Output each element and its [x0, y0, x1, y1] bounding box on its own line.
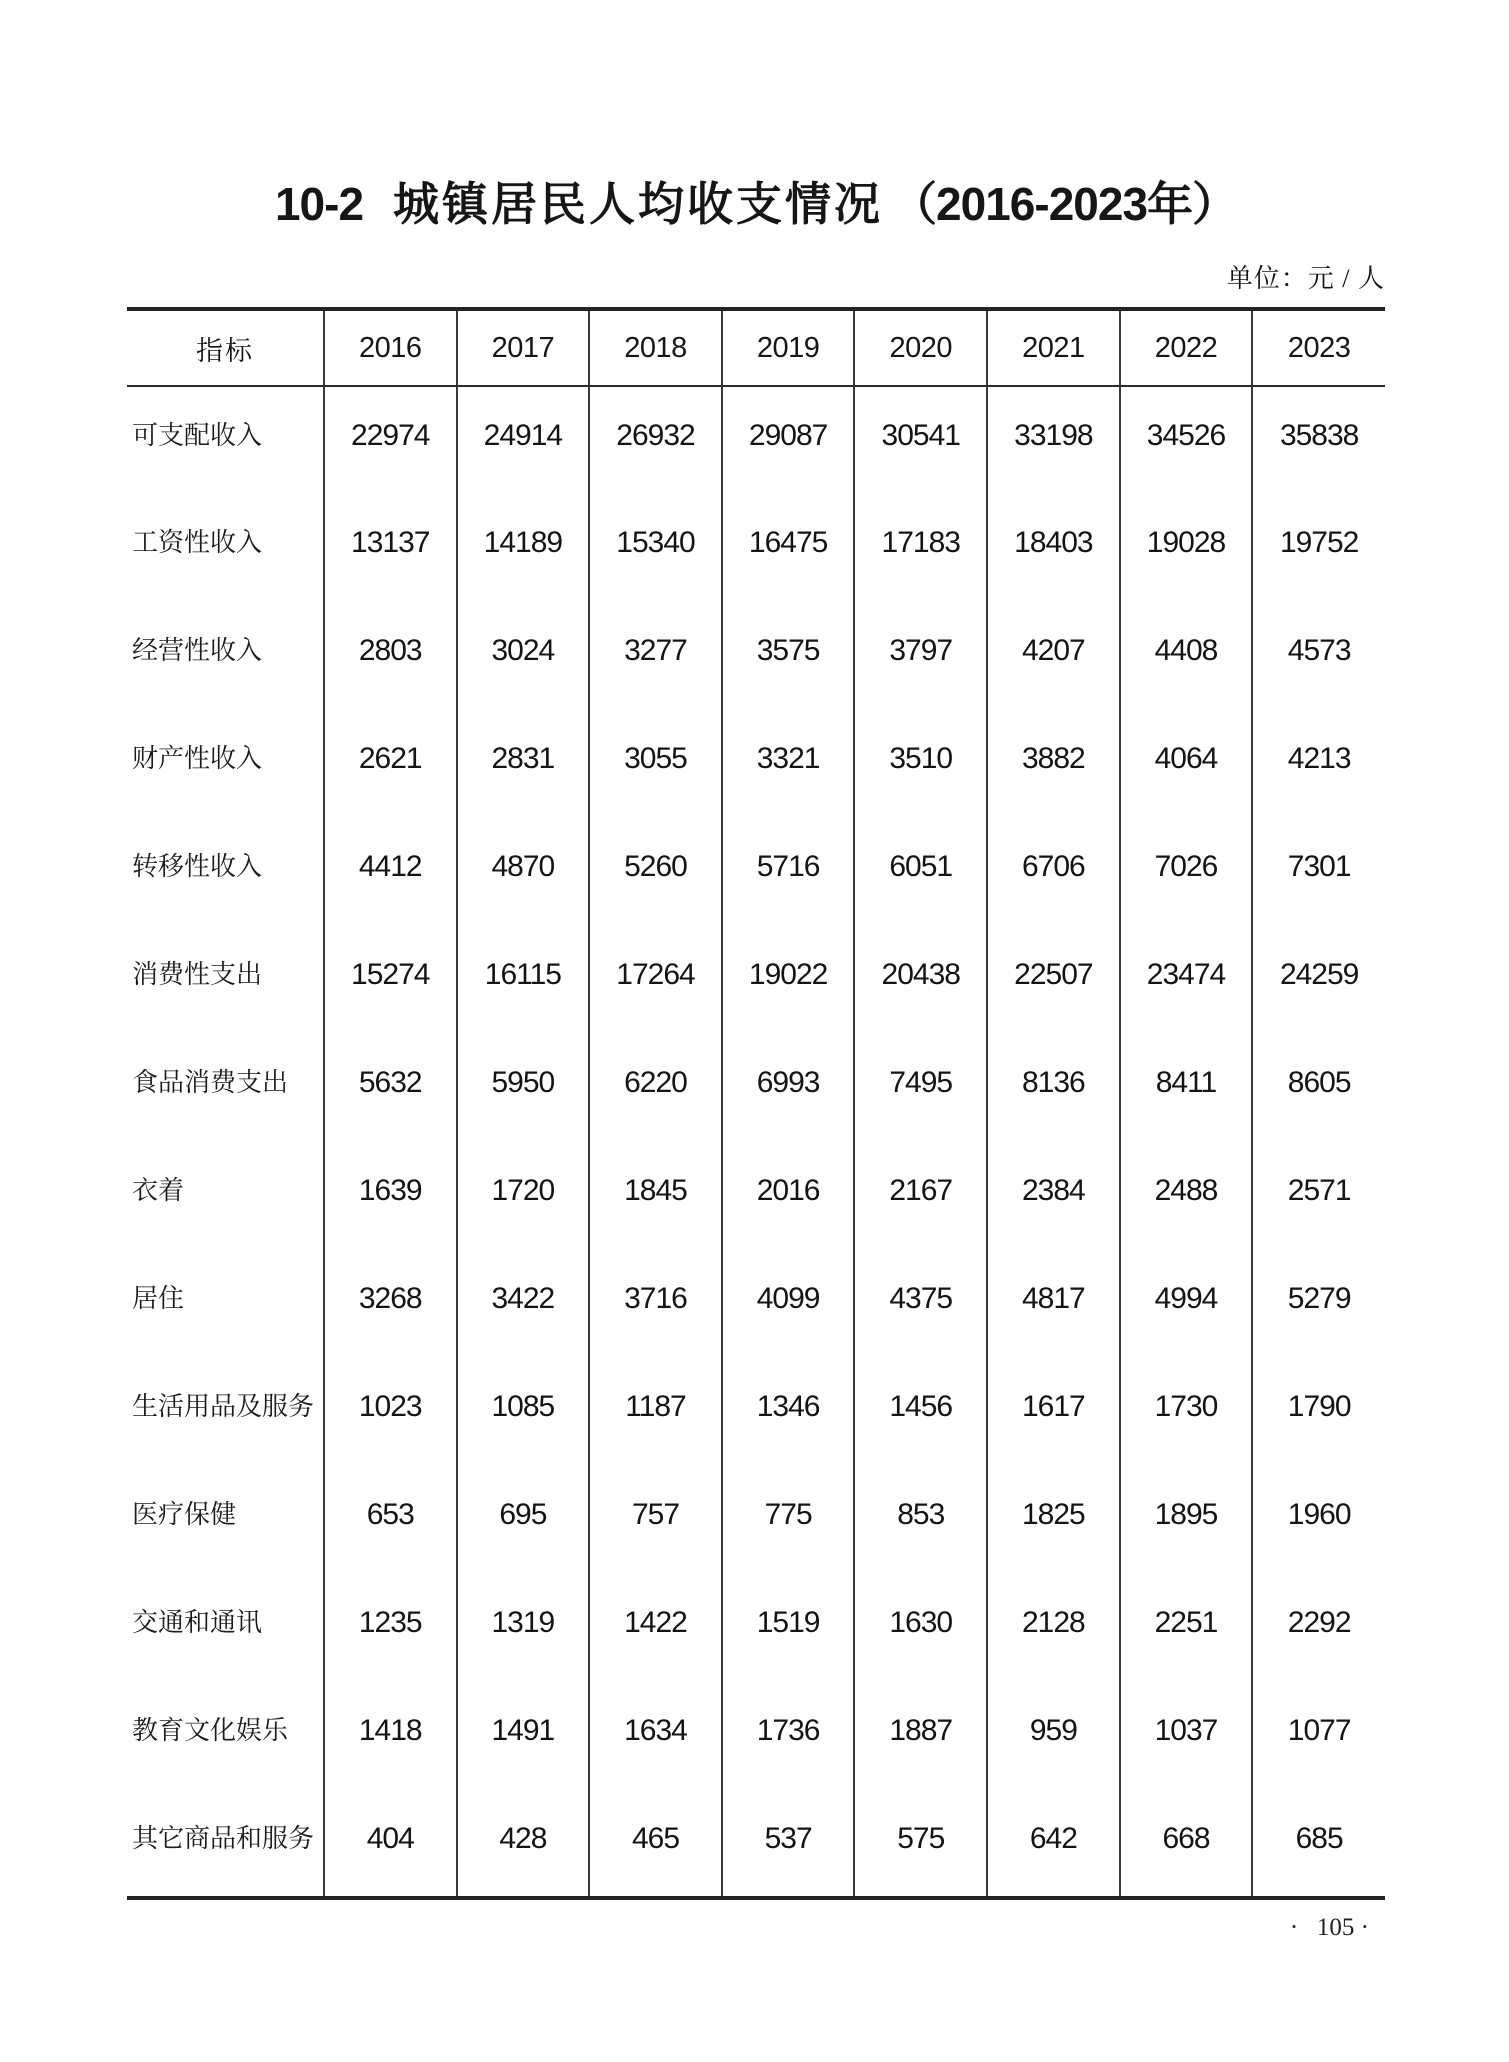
- value-cell: 3716: [589, 1250, 722, 1358]
- value-cell: 4408: [1120, 602, 1253, 710]
- value-cell: 1491: [457, 1682, 590, 1790]
- row-label: 消费性支出: [127, 926, 324, 1034]
- value-cell: 16475: [722, 494, 855, 602]
- value-cell: 14189: [457, 494, 590, 602]
- value-cell: 1456: [854, 1358, 987, 1466]
- value-cell: 757: [589, 1466, 722, 1574]
- value-cell: 3277: [589, 602, 722, 710]
- value-cell: 2831: [457, 710, 590, 818]
- value-cell: 695: [457, 1466, 590, 1574]
- row-label: 食品消费支出: [127, 1034, 324, 1142]
- row-label: 财产性收入: [127, 710, 324, 818]
- table-row: [127, 710, 1385, 818]
- value-cell: 19752: [1279, 526, 1359, 559]
- value-cell: 6220: [589, 1034, 722, 1142]
- value-cell: 1346: [722, 1358, 855, 1466]
- value-cell: 1639: [324, 1142, 457, 1250]
- table-row: [127, 602, 1385, 710]
- value-cell: 1887: [854, 1682, 987, 1790]
- value-cell: 3797: [854, 602, 987, 710]
- unit-note: 单位：元 / 人: [1226, 264, 1385, 293]
- table-wrapper: [127, 307, 1385, 1900]
- value-cell: 3055: [589, 710, 722, 818]
- title-table-number: 10-2: [274, 178, 364, 230]
- value-cell: 4064: [1120, 710, 1253, 818]
- value-cell: 685: [1295, 1822, 1343, 1855]
- value-cell: 5950: [457, 1034, 590, 1142]
- value-cell: 5279: [1287, 1282, 1351, 1315]
- value-cell: 16115: [457, 926, 590, 1034]
- title-main-text: 城镇居民人均收支情况: [393, 178, 884, 230]
- value-cell: 1235: [324, 1574, 457, 1682]
- value-cell: 15274: [324, 926, 457, 1034]
- table-row: [127, 1142, 1385, 1250]
- value-cell: 2128: [987, 1574, 1120, 1682]
- value-cell: 775: [722, 1466, 855, 1574]
- header-cell-year: 2016: [324, 309, 457, 386]
- value-cell: 1730: [1120, 1358, 1253, 1466]
- value-cell: 4099: [722, 1250, 855, 1358]
- value-cell: 22507: [987, 926, 1120, 1034]
- value-cell: 853: [854, 1466, 987, 1574]
- value-cell: 668: [1120, 1790, 1253, 1898]
- value-cell: 4412: [324, 818, 457, 926]
- value-cell: 1630: [854, 1574, 987, 1682]
- row-label: 交通和通讯: [127, 1574, 324, 1682]
- value-cell: 8411: [1120, 1034, 1253, 1142]
- value-cell: 22974: [324, 386, 457, 494]
- value-cell: 2292: [1287, 1606, 1351, 1639]
- value-cell: 3882: [987, 710, 1120, 818]
- value-cell: 7301: [1287, 850, 1351, 883]
- value-cell: 1790: [1287, 1390, 1351, 1423]
- value-cell: 465: [589, 1790, 722, 1898]
- value-cell: 13137: [324, 494, 457, 602]
- value-cell: 17264: [589, 926, 722, 1034]
- row-label: 可支配收入: [127, 386, 324, 494]
- value-cell: 1617: [987, 1358, 1120, 1466]
- table-body: [127, 386, 1385, 1898]
- value-cell: 35838: [1279, 419, 1359, 452]
- value-cell: 1519: [722, 1574, 855, 1682]
- header-cell-year: 2020: [854, 309, 987, 386]
- header-cell-indicator: 指标: [127, 309, 324, 386]
- title-year-range: （2016-2023年）: [891, 178, 1238, 230]
- value-cell: 4994: [1120, 1250, 1253, 1358]
- header-cell-year: 2023: [1252, 309, 1385, 386]
- value-cell: 2016: [722, 1142, 855, 1250]
- value-cell: 959: [987, 1682, 1120, 1790]
- value-cell: 6993: [722, 1034, 855, 1142]
- value-cell: 3268: [324, 1250, 457, 1358]
- row-label: 转移性收入: [127, 818, 324, 926]
- value-cell: 23474: [1120, 926, 1253, 1034]
- income-expenditure-table: [127, 307, 1385, 1900]
- value-cell: 1825: [987, 1466, 1120, 1574]
- value-cell: 7026: [1120, 818, 1253, 926]
- value-cell: 5716: [722, 818, 855, 926]
- value-cell: 15340: [589, 494, 722, 602]
- table-row: [127, 1034, 1385, 1142]
- value-cell: 4375: [854, 1250, 987, 1358]
- value-cell: 1077: [1287, 1714, 1351, 1747]
- value-cell: 20438: [854, 926, 987, 1034]
- table-row: [127, 1790, 1385, 1898]
- value-cell: 1895: [1120, 1466, 1253, 1574]
- value-cell: 2251: [1120, 1574, 1253, 1682]
- table-row: [127, 1682, 1385, 1790]
- value-cell: 1187: [589, 1358, 722, 1466]
- value-cell: 1422: [589, 1574, 722, 1682]
- table-header-row: [127, 309, 1385, 386]
- value-cell: 4573: [1287, 634, 1351, 667]
- value-cell: 642: [987, 1790, 1120, 1898]
- value-cell: 18403: [987, 494, 1120, 602]
- page-number: · 105 ·: [1289, 1914, 1369, 1941]
- value-cell: 653: [324, 1466, 457, 1574]
- table-row: [127, 926, 1385, 1034]
- header-cell-year: 2018: [589, 309, 722, 386]
- value-cell: 1319: [457, 1574, 590, 1682]
- value-cell: 7495: [854, 1034, 987, 1142]
- value-cell: 4207: [987, 602, 1120, 710]
- page-title: [127, 178, 1385, 230]
- header-row: [127, 309, 1385, 386]
- header-cell-year: 2022: [1120, 309, 1253, 386]
- table-row: [127, 386, 1385, 494]
- table-row: [127, 494, 1385, 602]
- value-cell: 1736: [722, 1682, 855, 1790]
- header-cell-year: 2019: [722, 309, 855, 386]
- value-cell: 33198: [987, 386, 1120, 494]
- value-cell: 2803: [324, 602, 457, 710]
- value-cell: 1418: [324, 1682, 457, 1790]
- table-row: [127, 818, 1385, 926]
- value-cell: 8605: [1287, 1066, 1351, 1099]
- value-cell: 29087: [722, 386, 855, 494]
- row-label: 工资性收入: [127, 494, 324, 602]
- value-cell: 6051: [854, 818, 987, 926]
- value-cell: 17183: [854, 494, 987, 602]
- table-row: [127, 1250, 1385, 1358]
- value-cell: 26932: [589, 386, 722, 494]
- value-cell: 1634: [589, 1682, 722, 1790]
- value-cell: 428: [457, 1790, 590, 1898]
- value-cell: 1085: [457, 1358, 590, 1466]
- value-cell: 1845: [589, 1142, 722, 1250]
- value-cell: 575: [854, 1790, 987, 1898]
- value-cell: 24259: [1279, 958, 1359, 991]
- table-row: [127, 1466, 1385, 1574]
- value-cell: 2621: [324, 710, 457, 818]
- row-label: 生活用品及服务: [127, 1358, 324, 1466]
- value-cell: 5632: [324, 1034, 457, 1142]
- header-cell-year: 2021: [987, 309, 1120, 386]
- row-label: 经营性收入: [127, 602, 324, 710]
- value-cell: 1720: [457, 1142, 590, 1250]
- row-label: 教育文化娱乐: [127, 1682, 324, 1790]
- value-cell: 2488: [1120, 1142, 1253, 1250]
- row-label: 其它商品和服务: [127, 1790, 324, 1898]
- value-cell: 2384: [987, 1142, 1120, 1250]
- value-cell: 404: [324, 1790, 457, 1898]
- value-cell: 3575: [722, 602, 855, 710]
- value-cell: 4817: [987, 1250, 1120, 1358]
- value-cell: 2167: [854, 1142, 987, 1250]
- value-cell: 8136: [987, 1034, 1120, 1142]
- value-cell: 3024: [457, 602, 590, 710]
- row-label: 衣着: [127, 1142, 324, 1250]
- row-label: 居住: [127, 1250, 324, 1358]
- table-row: [127, 1574, 1385, 1682]
- header-cell-year: 2017: [457, 309, 590, 386]
- value-cell: 30541: [854, 386, 987, 494]
- value-cell: 4870: [457, 818, 590, 926]
- value-cell: 5260: [589, 818, 722, 926]
- value-cell: 19022: [722, 926, 855, 1034]
- value-cell: 3422: [457, 1250, 590, 1358]
- value-cell: 34526: [1120, 386, 1253, 494]
- value-cell: 1023: [324, 1358, 457, 1466]
- value-cell: 1960: [1287, 1498, 1351, 1531]
- value-cell: 19028: [1120, 494, 1253, 602]
- value-cell: 3510: [854, 710, 987, 818]
- value-cell: 2571: [1287, 1174, 1351, 1207]
- value-cell: 4213: [1287, 742, 1351, 775]
- value-cell: 1037: [1120, 1682, 1253, 1790]
- value-cell: 3321: [722, 710, 855, 818]
- value-cell: 6706: [987, 818, 1120, 926]
- value-cell: 24914: [457, 386, 590, 494]
- row-label: 医疗保健: [127, 1466, 324, 1574]
- value-cell: 537: [722, 1790, 855, 1898]
- table-row: [127, 1358, 1385, 1466]
